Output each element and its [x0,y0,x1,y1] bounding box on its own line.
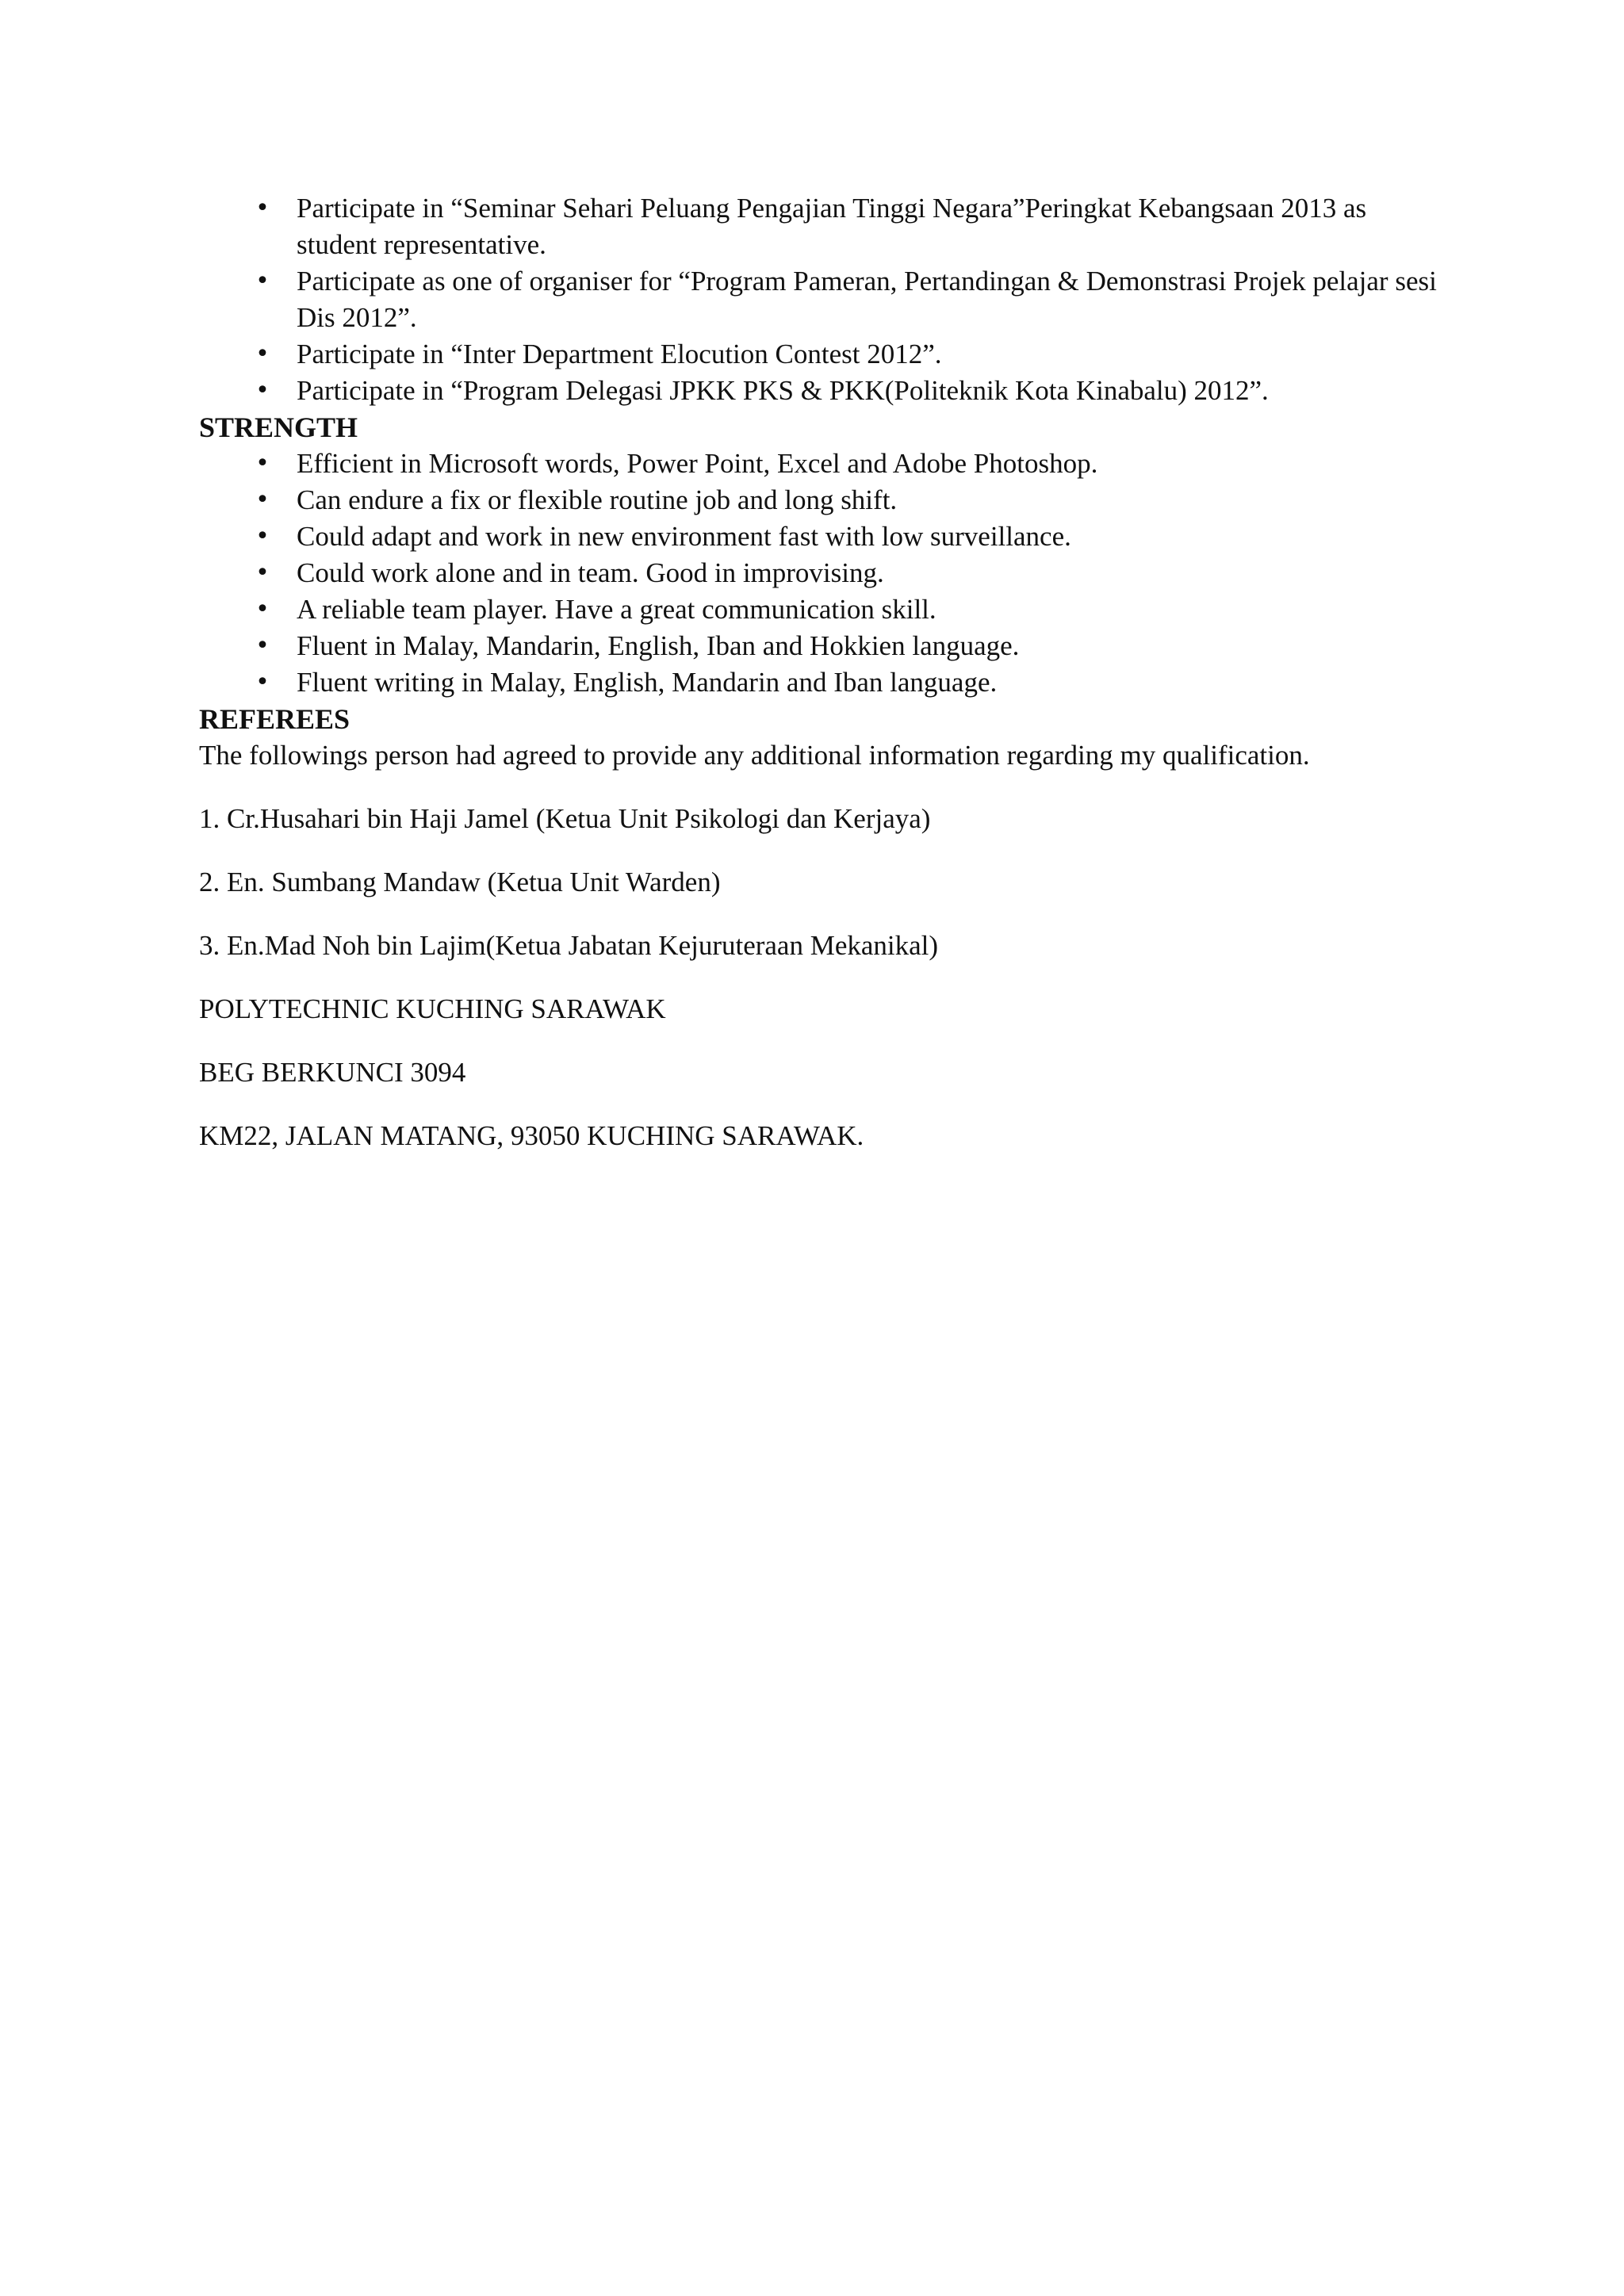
list-item [199,336,1452,373]
bullet-icon: • [255,668,270,696]
address-line-institution: POLYTECHNIC KUCHING SARAWAK [199,993,666,1024]
referee-1: 1. Cr.Husahari bin Haji Jamel (Ketua Unit Psikologi dan Kerjaya) [199,803,931,834]
address-line-street: KM22, JALAN MATANG, 93050 KUCHING SARAWAK. [199,1120,864,1151]
list-item [199,446,1452,482]
bullet-icon: • [255,559,270,587]
activities-list [199,190,1452,409]
list-item-text: Can endure a fix or flexible routine job and long shift. [297,484,898,515]
bullet-icon: • [255,194,270,222]
list-item [199,664,1452,701]
list-item-text: Participate in “Seminar Sehari Peluang Pengajian Tinggi Negara”Peringkat Kebangsaan 2013 as student representative. [297,193,1367,260]
list-item-text: Fluent writing in Malay, English, Mandarin and Iban language. [297,667,998,698]
bullet-icon: • [255,267,270,295]
address-line-postbag: BEG BERKUNCI 3094 [199,1057,466,1088]
bullet-icon: • [255,450,270,477]
bullet-icon: • [255,595,270,623]
page-content [199,190,1452,1181]
bullet-icon: • [255,522,270,550]
bullet-icon: • [255,486,270,514]
list-item-text: Fluent in Malay, Mandarin, English, Iban and Hokkien language. [297,630,1020,661]
list-item [199,628,1452,664]
list-item [199,519,1452,555]
bullet-icon: • [255,340,270,368]
list-item [199,263,1452,336]
list-item [199,190,1452,263]
referees-heading: REFEREES [199,703,350,735]
list-item [199,482,1452,519]
bullet-icon: • [255,377,270,404]
list-item-text: Participate as one of organiser for “Program Pameran, Pertandingan & Demonstrasi Projek pelajar sesi Dis 2012”. [297,266,1437,333]
referee-2: 2. En. Sumbang Mandaw (Ketua Unit Warden) [199,867,721,897]
list-item-text: Participate in “Program Delegasi JPKK PKS & PKK(Politeknik Kota Kinabalu) 2012”. [297,375,1269,406]
bullet-icon: • [255,632,270,660]
strength-list [199,446,1452,701]
list-item-text: Could work alone and in team. Good in improvising. [297,557,884,588]
list-item-text: A reliable team player. Have a great communication skill. [297,594,936,625]
referees-intro: The followings person had agreed to provide any additional information regarding my qualification. [199,740,1310,771]
strength-heading: STRENGTH [199,411,358,443]
list-item-text: Could adapt and work in new environment fast with low surveillance. [297,521,1071,552]
list-item-text: Efficient in Microsoft words, Power Point, Excel and Adobe Photoshop. [297,448,1098,479]
referee-3: 3. En.Mad Noh bin Lajim(Ketua Jabatan Kejuruteraan Mekanikal) [199,930,939,961]
list-item [199,591,1452,628]
list-item-text: Participate in “Inter Department Elocution Contest 2012”. [297,339,942,369]
list-item [199,555,1452,591]
list-item [199,373,1452,409]
